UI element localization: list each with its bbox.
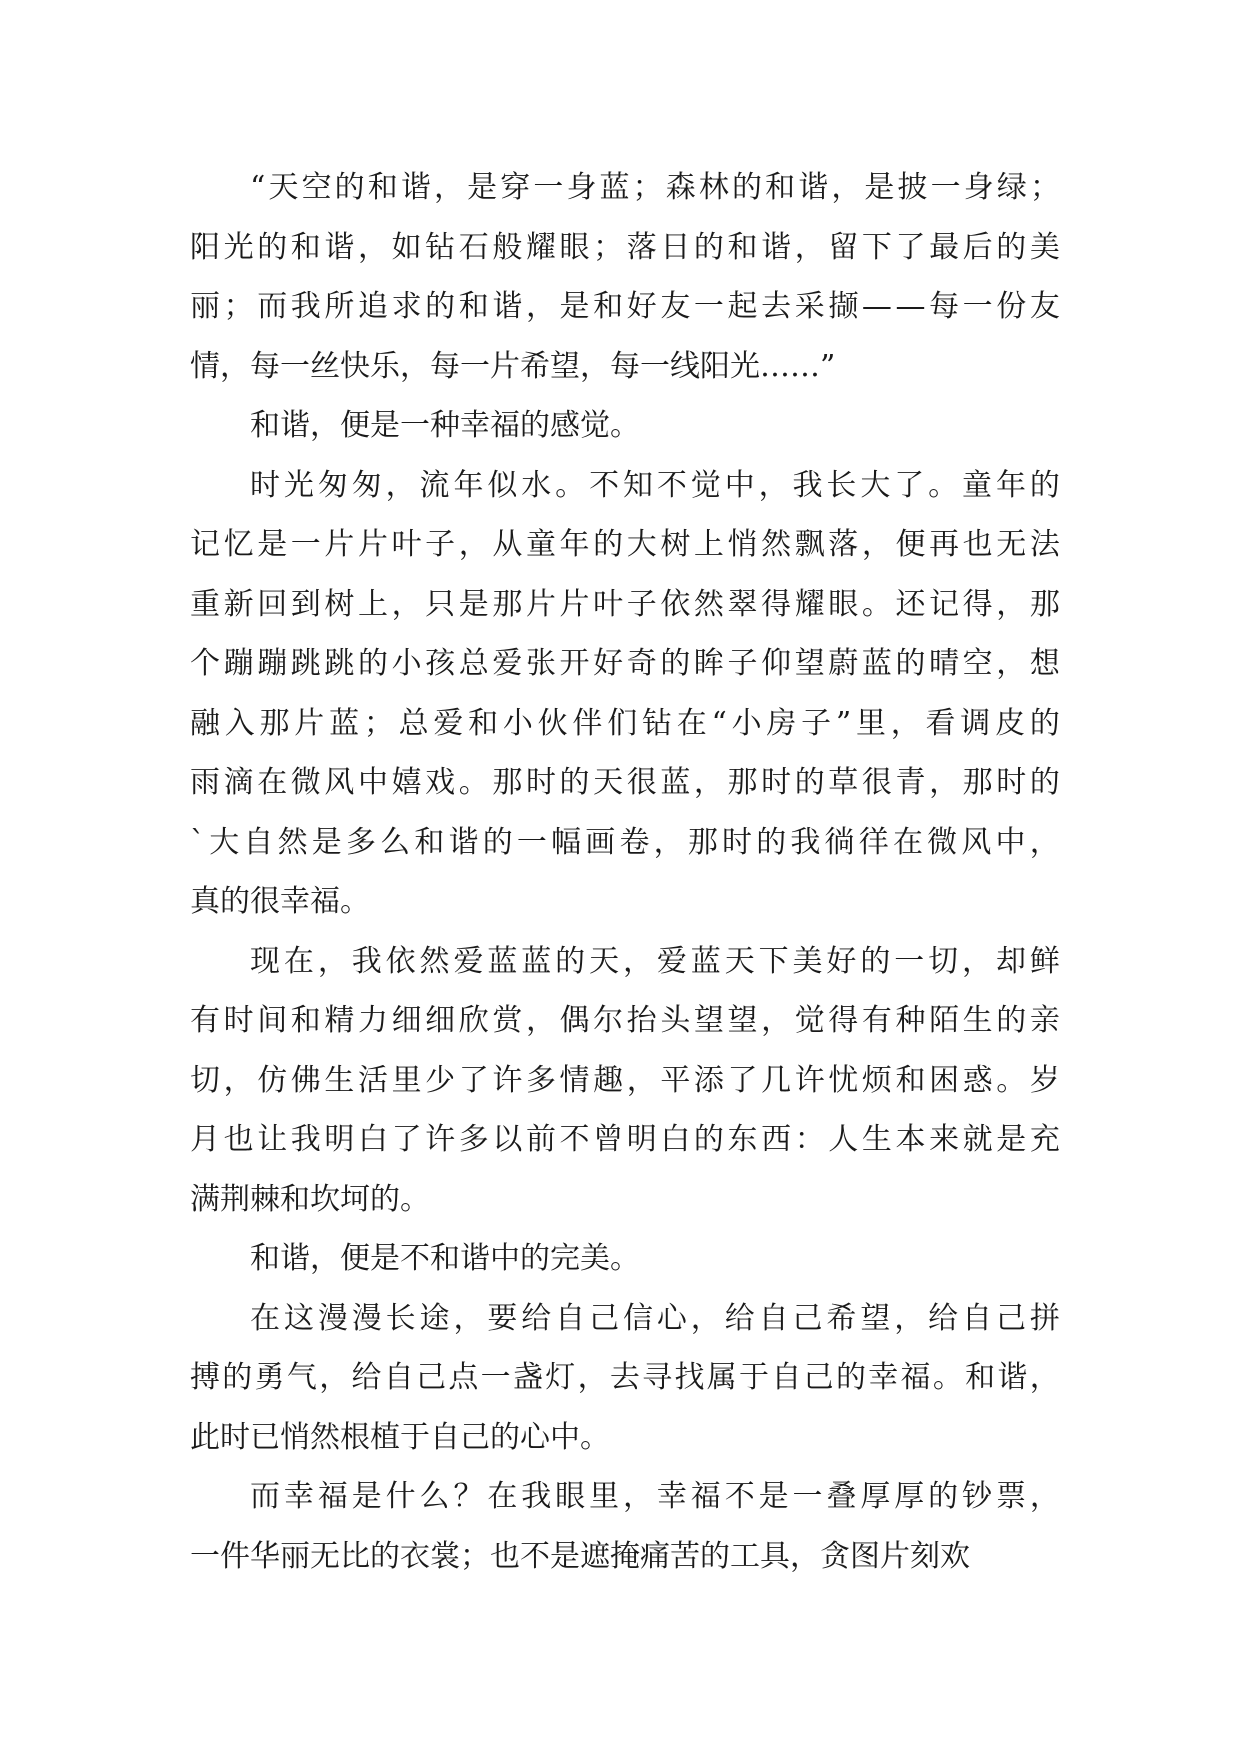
- text-line: 切 ， 仿 佛 生 活 里 少 了 许 多 情 趣 ， 平 添 了 几 许 忧 烦 和 困 惑 。 岁: [190, 1062, 1060, 1098]
- text-line: 真的很幸福。: [190, 884, 370, 919]
- text-line: 和谐，便是一种幸福的感觉。: [250, 408, 640, 443]
- text-line: 和谐，便是不和谐中的完美。: [250, 1241, 640, 1276]
- text-line: 阳 光 的 和 谐 ， 如 钻 石 般 耀 眼 ； 落 日 的 和 谐 ， 留 下 了 最 后 的 美: [190, 229, 1060, 265]
- paragraph: [190, 158, 1060, 396]
- paragraph: [190, 1467, 1060, 1586]
- text-line: 现 在 ， 我 依 然 爱 蓝 蓝 的 天 ， 爱 蓝 天 下 美 好 的 一 切 ， 却 鲜: [250, 943, 1060, 979]
- text-line: 有 时 间 和 精 力 细 细 欣 赏 ， 偶 尔 抬 头 望 望 ， 觉 得 有 种 陌 生 的 亲: [190, 1003, 1060, 1038]
- text-line: 在 这 漫 漫 长 途 ， 要 给 自 己 信 心 ， 给 自 己 希 望 ， 给 自 己 拼: [250, 1300, 1060, 1336]
- paragraph: [190, 456, 1060, 932]
- text-line: 而 幸 福 是 什 么 ？ 在 我 眼 里 ， 幸 福 不 是 一 叠 厚 厚 的 钞 票 ，: [250, 1479, 1060, 1514]
- text-line: 时 光 匆 匆 ， 流 年 似 水 。 不 知 不 觉 中 ， 我 长 大 了 。 童 年 的: [250, 467, 1060, 503]
- text-line: 情，每一丝快乐，每一片希望，每一线阳光……”: [190, 348, 836, 384]
- document-body: [190, 158, 1060, 1586]
- text-line: 搏 的 勇 气 ， 给 自 己 点 一 盏 灯 ， 去 寻 找 属 于 自 己 的 幸 福 。 和 谐 ，: [190, 1360, 1060, 1395]
- text-line: 记 忆 是 一 片 片 叶 子 ， 从 童 年 的 大 树 上 悄 然 飘 落 ， 便 再 也 无 法: [190, 527, 1060, 562]
- text-line: ` 大 自 然 是 多 么 和 谐 的 一 幅 画 卷 ， 那 时 的 我 徜 徉 在 微 风 中 ，: [190, 824, 1060, 860]
- text-line: 融 入 那 片 蓝 ； 总 爱 和 小 伙 伴 们 钻 在 “ 小 房 子 ” 里 ， 看 调 皮 的: [190, 705, 1060, 741]
- paragraph: [190, 1229, 1060, 1289]
- text-line: 个 蹦 蹦 跳 跳 的 小 孩 总 爱 张 开 好 奇 的 眸 子 仰 望 蔚 蓝 的 晴 空 ， 想: [190, 646, 1060, 681]
- text-line: 此时已悄然根植于自己的心中。: [190, 1419, 610, 1455]
- paragraph: [190, 396, 1060, 456]
- text-line: 雨 滴 在 微 风 中 嬉 戏 。 那 时 的 天 很 蓝 ， 那 时 的 草 很 青 ， 那 时 的: [190, 765, 1060, 800]
- text-line: 满荆棘和坎坷的。: [190, 1181, 430, 1217]
- text-line: “ 天 空 的 和 谐 ， 是 穿 一 身 蓝 ； 森 林 的 和 谐 ， 是 披 一 身 绿 ；: [250, 170, 1060, 205]
- paragraph: [190, 1289, 1060, 1468]
- text-line: 一件华丽无比的衣裳；也不是遮掩痛苦的工具，贪图片刻欢: [190, 1538, 970, 1574]
- text-line: 丽 ； 而 我 所 追 求 的 和 谐 ， 是 和 好 友 一 起 去 采 撷 — — 每 一 份 友: [190, 289, 1060, 324]
- text-line: 重 新 回 到 树 上 ， 只 是 那 片 片 叶 子 依 然 翠 得 耀 眼 。 还 记 得 ， 那: [190, 586, 1060, 622]
- paragraph: [190, 932, 1060, 1230]
- text-line: 月 也 让 我 明 白 了 许 多 以 前 不 曾 明 白 的 东 西 ： 人 生 本 来 就 是 充: [190, 1122, 1060, 1157]
